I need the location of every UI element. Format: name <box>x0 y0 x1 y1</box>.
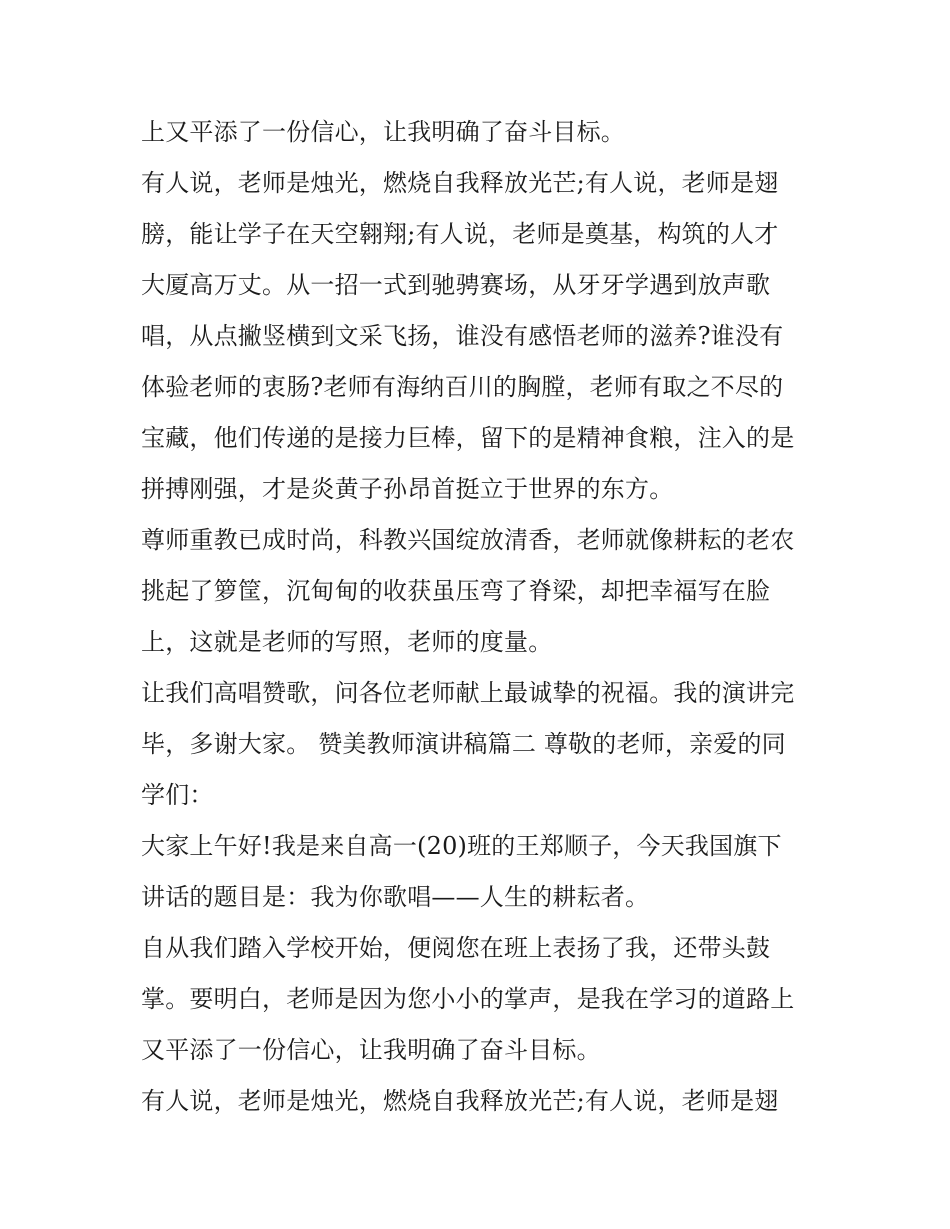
text-line: 唱，从点撇竖横到文采飞扬，谁没有感悟老师的滋养?谁没有 <box>141 322 784 350</box>
text-line: 又平添了一份信心，让我明确了奋斗目标。 <box>141 1036 601 1064</box>
text-line: 宝藏，他们传递的是接力巨棒，留下的是精神食粮，注入的是 <box>141 424 795 452</box>
text-line: 毕，多谢大家。 赞美教师演讲稿篇二 尊敬的老师，亲爱的同 <box>141 730 786 758</box>
text-line: 体验老师的衷肠?老师有海纳百川的胸膛，老师有取之不尽的 <box>141 373 784 401</box>
text-line: 掌。要明白，老师是因为您小小的掌声，是我在学习的道路上 <box>141 985 795 1013</box>
text-line: 自从我们踏入学校开始，便阅您在班上表扬了我，还带头鼓 <box>141 934 771 962</box>
text-line: 讲话的题目是：我为你歌唱——人生的耕耘者。 <box>141 883 650 911</box>
text-line: 拼搏刚强，才是炎黄子孙昂首挺立于世界的东方。 <box>141 475 674 503</box>
document-body <box>141 107 821 1127</box>
text-line: 让我们高唱赞歌，问各位老师献上最诚挚的祝福。我的演讲完 <box>141 679 795 707</box>
text-line: 学们： <box>141 781 214 809</box>
text-line: 挑起了箩筐，沉甸甸的收获虽压弯了脊梁，却把幸福写在脸 <box>141 577 771 605</box>
text-line: 上又平添了一份信心，让我明确了奋斗目标。 <box>141 118 625 146</box>
text-line: 大家上午好!我是来自高一(20)班的王郑顺子，今天我国旗下 <box>141 832 782 860</box>
text-line: 有人说，老师是烛光，燃烧自我释放光芒;有人说，老师是翅 <box>141 169 779 197</box>
text-line: 上，这就是老师的写照，老师的度量。 <box>141 628 553 656</box>
text-line: 有人说，老师是烛光，燃烧自我释放光芒;有人说，老师是翅 <box>141 1087 779 1115</box>
text-line: 尊师重教已成时尚，科教兴国绽放清香，老师就像耕耘的老农 <box>141 526 795 554</box>
text-line: 大厦高万丈。从一招一式到驰骋赛场，从牙牙学遇到放声歌 <box>141 271 771 299</box>
text-line: 膀，能让学子在天空翱翔;有人说，老师是奠基，构筑的人才 <box>141 220 779 248</box>
